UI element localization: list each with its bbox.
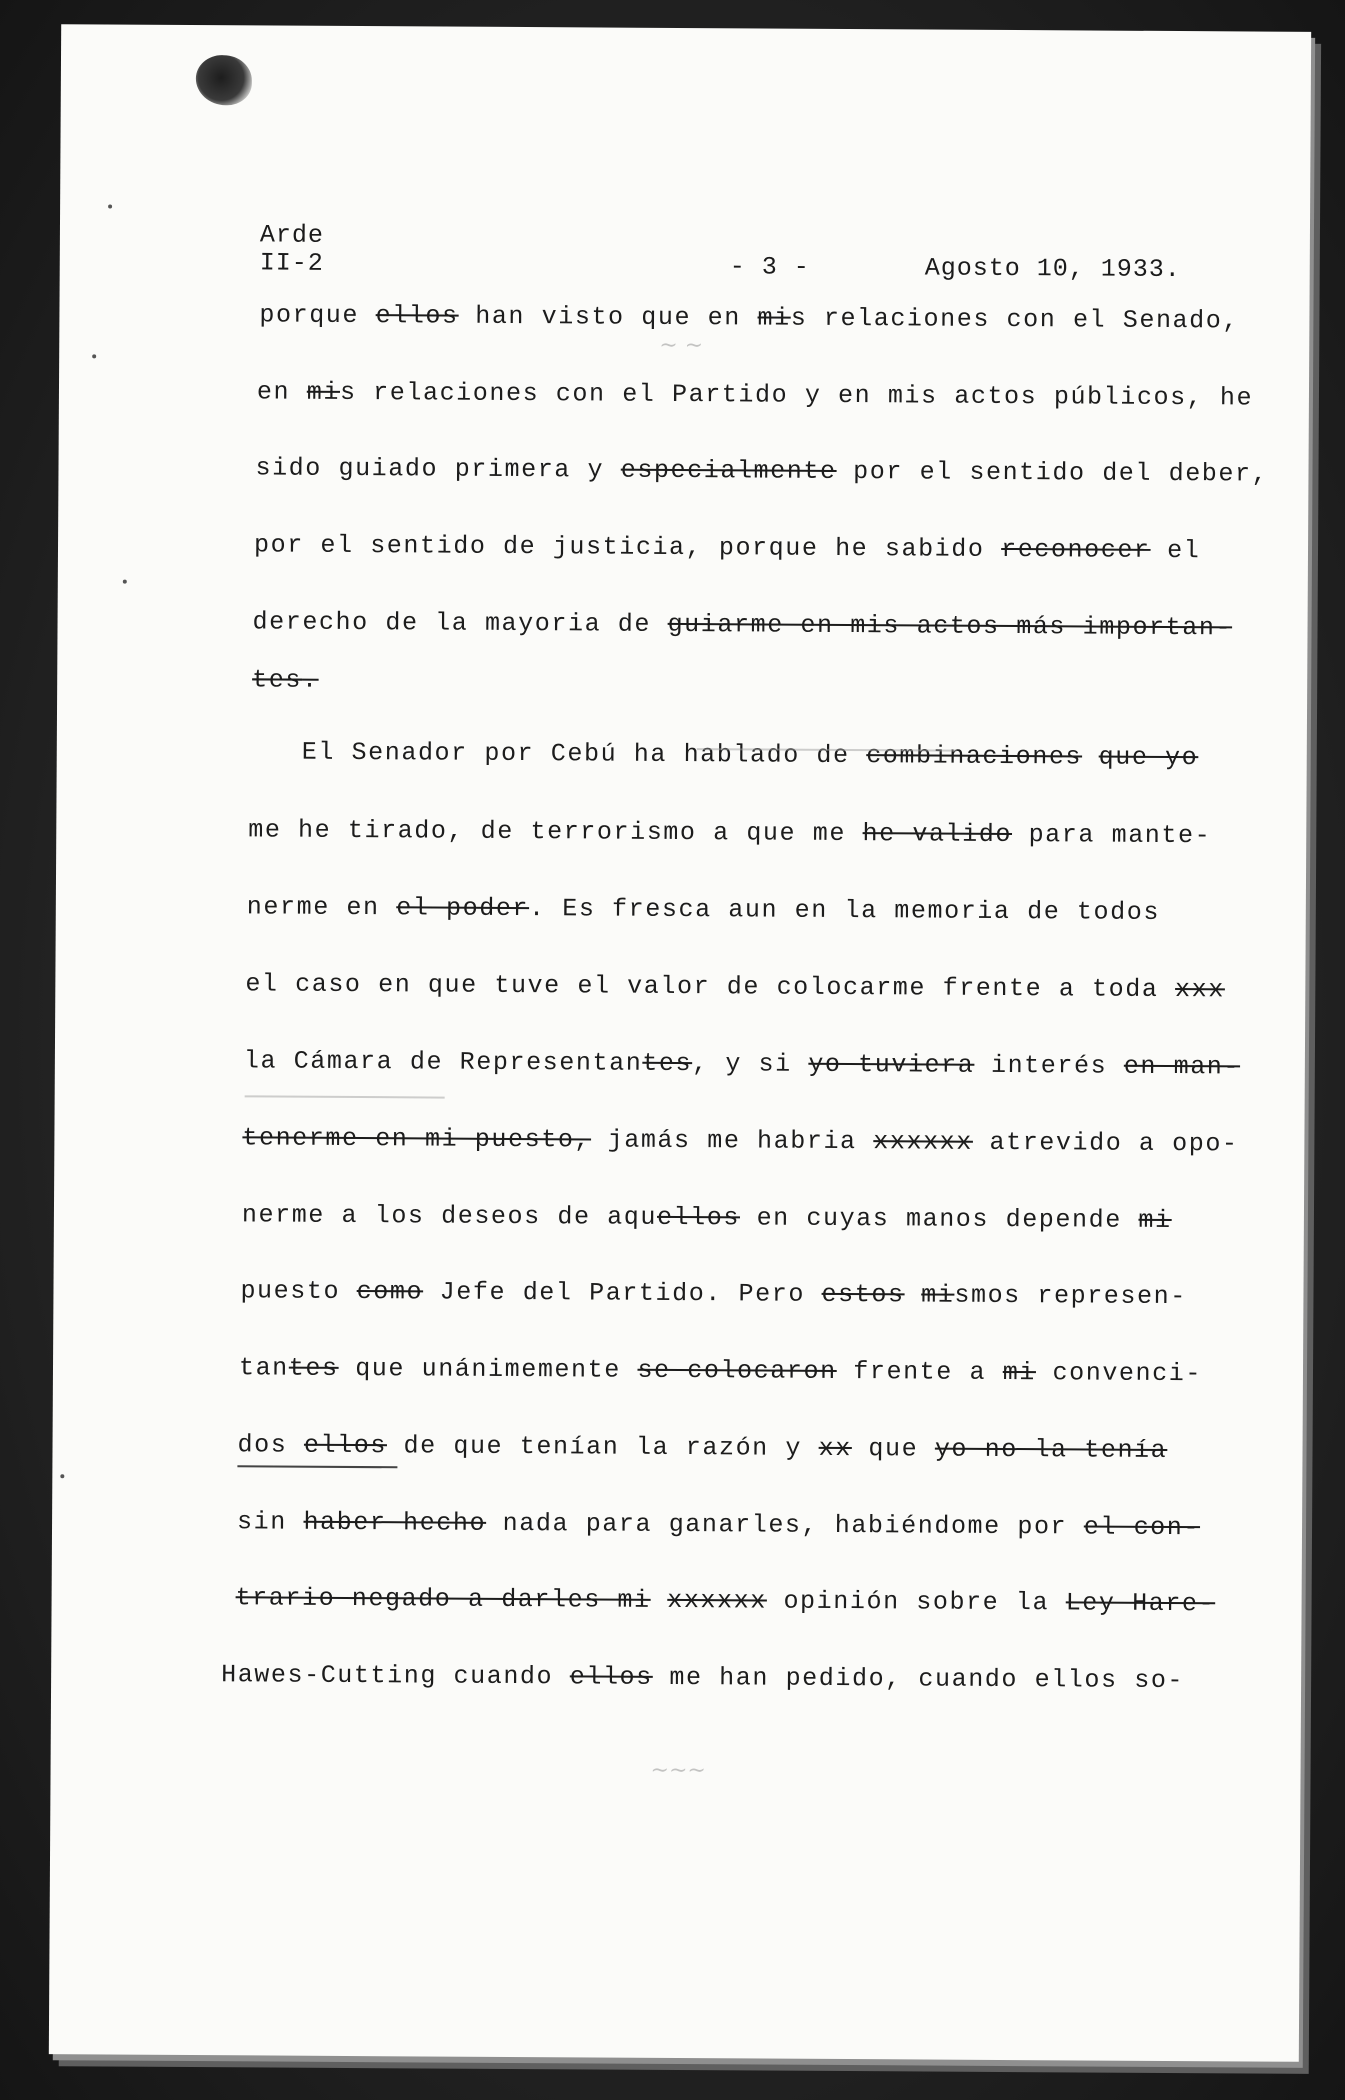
margin-mark [123, 580, 127, 584]
struck-text: haber hecho [303, 1507, 487, 1538]
struck-text: trario negado a darles mi [235, 1583, 651, 1615]
struck-text: tes [252, 665, 303, 695]
text-line: El Senador por Cebú ha hablado de combinaciones que yo [301, 737, 1199, 773]
document-page [49, 24, 1311, 2062]
struck-text: mi [1002, 1357, 1037, 1388]
text-line: me he tirado, de terrorismo a que me he valido para mante- [248, 815, 1212, 851]
ink-blot [196, 55, 252, 105]
text-line: nerme a los deseos de aquellos en cuyas manos depende mi [241, 1200, 1172, 1236]
text-line: en mis relaciones con el Partido y en mis actos públicos, he [256, 377, 1254, 413]
struck-text: Ley Hare- [1065, 1588, 1216, 1619]
struck-text: como [356, 1277, 424, 1307]
struck-text: combinaciones [866, 741, 1083, 772]
text-line: porque ellos han visto que en mis relaciones con el Senado, [259, 300, 1240, 336]
struck-text: estos [821, 1279, 905, 1310]
text-line: Hawes-Cutting cuando ellos me han pedido, cuando ellos so- [221, 1660, 1185, 1696]
struck-text: ellos [303, 1430, 388, 1461]
struck-text: el con- [1083, 1512, 1201, 1543]
struck-text: tes [288, 1353, 339, 1383]
struck-text: xxxxxx [873, 1127, 974, 1157]
margin-mark [92, 354, 96, 358]
text-line: la Cámara de Representantes, y si yo tuviera interés en man- [243, 1046, 1241, 1082]
text-line: puesto como Jefe del Partido. Pero estos mismos represen- [240, 1276, 1187, 1312]
struck-text: se colocaron [637, 1355, 837, 1386]
text-line: dos ellos de que tenían la razón y xx que yo no la tenía [237, 1430, 1168, 1465]
pencil-annotation [245, 1095, 445, 1123]
struck-text: mi [306, 377, 341, 407]
text-line: sido guiado primera y especialmente por el sentido del deber, [255, 453, 1269, 489]
struck-text: en man- [1123, 1051, 1241, 1082]
struck-text: ellos [656, 1202, 741, 1233]
text-line: trario negado a darles mi xxxxxx opinión sobre la Ley Hare- [235, 1583, 1216, 1619]
struck-text: xxx [1174, 975, 1225, 1005]
bottom-rule [237, 1465, 397, 1468]
pencil-annotation [697, 748, 957, 777]
reference-line-1: Arde [259, 220, 325, 250]
struck-text: especialmente [620, 455, 837, 486]
struck-text: yo no la tenía [934, 1434, 1168, 1465]
struck-text: mi [757, 303, 791, 333]
text-line: tantes que unánimemente se colocaron frente a mi convenci- [238, 1353, 1203, 1389]
text-line: sin haber hecho nada para ganarles, habiéndome por el con- [236, 1507, 1201, 1543]
struck-text: xxxxxx [667, 1585, 767, 1616]
pencil-annotation: ~ ~ [659, 332, 704, 359]
text-line: tenerme en mi puesto, jamás me habria xxxxxx atrevido a opo- [242, 1123, 1239, 1159]
margin-mark [60, 1474, 64, 1478]
struck-text: ellos [569, 1662, 653, 1692]
text-line: derecho de la mayoria de guiarme en mis actos más importan- [252, 607, 1233, 643]
page-number: - 3 - [729, 252, 810, 282]
text-line: por el sentido de justicia, porque he sabido reconocer el [253, 530, 1201, 566]
struck-text: mi [1138, 1205, 1172, 1236]
struck-text: he valido [862, 819, 1013, 850]
pencil-annotation: ~~~ [650, 1757, 706, 1784]
struck-text: ellos [375, 301, 459, 331]
struck-text: que yo [1098, 742, 1199, 773]
reference-line-2: II-2 [259, 248, 324, 278]
text-line: el caso en que tuve el valor de colocarme frente a toda xxx [245, 969, 1225, 1005]
struck-text: guiarme en mis actos más importan- [667, 609, 1233, 643]
reference-code [260, 221, 324, 277]
struck-text: yo tuviera [808, 1049, 975, 1080]
struck-text: xx [818, 1433, 852, 1464]
struck-text: tes [642, 1048, 693, 1079]
struck-text: mi [921, 1280, 955, 1310]
text-line: tes. [252, 665, 319, 695]
struck-text: el poder [396, 893, 530, 924]
document-date: Agosto 10, 1933. [924, 253, 1181, 285]
text-line: nerme en el poder. Es fresca aun en la memoria de todos [246, 892, 1161, 927]
margin-mark [108, 204, 112, 208]
struck-text: reconocer [1001, 534, 1151, 565]
struck-text: tenerme en mi puesto, [242, 1123, 592, 1155]
